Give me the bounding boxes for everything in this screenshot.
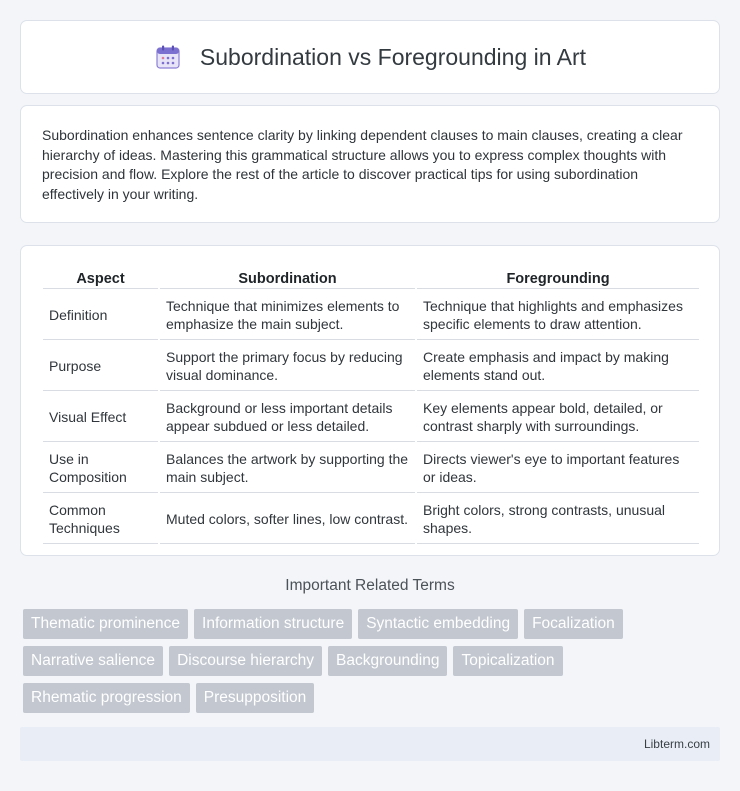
tag-focalization[interactable]: Focalization — [524, 609, 623, 639]
related-terms-title: Important Related Terms — [285, 577, 455, 594]
tag-rhematic-progression[interactable]: Rhematic progression — [23, 683, 190, 713]
footer-site-link[interactable]: Libterm.com — [643, 737, 710, 751]
tag-backgrounding[interactable]: Backgrounding — [328, 646, 447, 676]
header-aspect: Aspect — [43, 269, 158, 289]
table-header-row — [43, 269, 699, 289]
foregrounding-cell: Technique that highlights and emphasizes specific elements to draw attention. — [417, 291, 699, 340]
subordination-cell: Balances the artwork by supporting the main subject. — [160, 444, 415, 493]
subordination-cell: Technique that minimizes elements to emphasize the main subject. — [160, 291, 415, 340]
foregrounding-cell: Create emphasis and impact by making elements stand out. — [417, 342, 699, 391]
comparison-table — [41, 267, 701, 546]
table-row — [43, 393, 699, 442]
subordination-cell: Support the primary focus by reducing visual dominance. — [160, 342, 415, 391]
calendar-icon — [154, 43, 182, 71]
comparison-table-card — [20, 245, 720, 556]
foregrounding-cell: Directs viewer's eye to important features or ideas. — [417, 444, 699, 493]
related-terms-list — [23, 609, 713, 713]
footer — [20, 727, 720, 761]
header-foregrounding: Foregrounding — [417, 269, 699, 289]
tag-topicalization[interactable]: Topicalization — [453, 646, 562, 676]
aspect-cell: Visual Effect — [43, 393, 158, 442]
tag-thematic-prominence[interactable]: Thematic prominence — [23, 609, 188, 639]
aspect-cell: Common Techniques — [43, 495, 158, 544]
subordination-cell: Muted colors, softer lines, low contrast. — [160, 495, 415, 544]
tag-discourse-hierarchy[interactable]: Discourse hierarchy — [169, 646, 322, 676]
table-row — [43, 291, 699, 340]
aspect-cell: Definition — [43, 291, 158, 340]
tag-syntactic-embedding[interactable]: Syntactic embedding — [358, 609, 518, 639]
table-row — [43, 495, 699, 544]
foregrounding-cell: Bright colors, strong contrasts, unusual shapes. — [417, 495, 699, 544]
tag-information-structure[interactable]: Information structure — [194, 609, 352, 639]
table-row — [43, 444, 699, 493]
aspect-cell: Use in Composition — [43, 444, 158, 493]
tag-presupposition[interactable]: Presupposition — [196, 683, 315, 713]
table-row — [43, 342, 699, 391]
title-wrap — [154, 43, 586, 71]
tag-narrative-salience[interactable]: Narrative salience — [23, 646, 163, 676]
intro-card — [20, 105, 720, 223]
foregrounding-cell: Key elements appear bold, detailed, or contrast sharply with surroundings. — [417, 393, 699, 442]
header-subordination: Subordination — [160, 269, 415, 289]
intro-text: Subordination enhances sentence clarity by linking dependent clauses to main clauses, creating a clear hierarchy of ideas. Mastering this grammatical structure allows you to express complex thoughts with precision and flow. Explore the rest of the article to discover practical tips for using subordination effectively in your writing. — [42, 127, 683, 202]
title-card — [20, 20, 720, 94]
page-title: Subordination vs Foregrounding in Art — [199, 43, 587, 70]
subordination-cell: Background or less important details appear subdued or less detailed. — [160, 393, 415, 442]
aspect-cell: Purpose — [43, 342, 158, 391]
